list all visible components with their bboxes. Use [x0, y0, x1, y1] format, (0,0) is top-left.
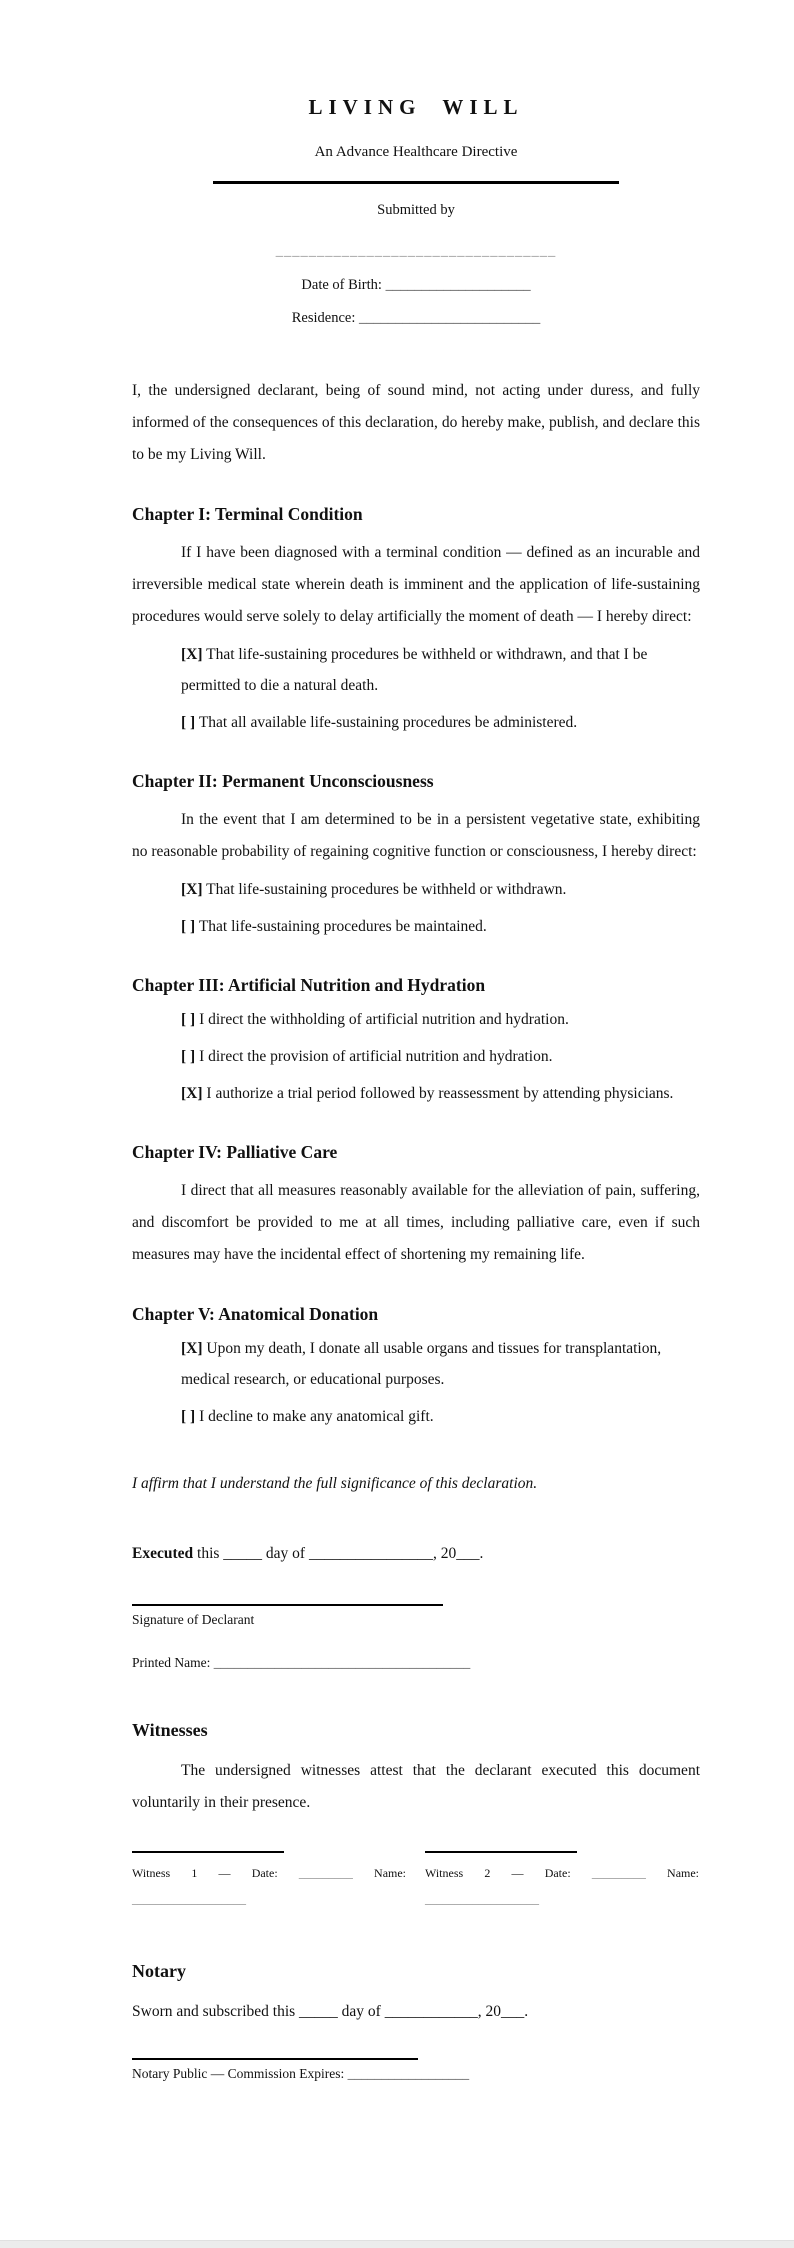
option-text: I authorize a trial period followed by reassessment by attending physicians.: [206, 1085, 674, 1102]
checkbox-unchecked[interactable]: [ ]: [181, 1048, 196, 1065]
chapter-section: [132, 1301, 700, 1432]
witness-2-block: [425, 1851, 699, 1912]
checkbox-unchecked[interactable]: [ ]: [181, 1408, 196, 1425]
intro-paragraph: I, the undersigned declarant, being of sound mind, not acting under duress, and fully informed of the consequences of this declaration, do hereby make, publish, and declare this to be my Living Will.: [132, 382, 700, 463]
witness-1-label-line: [132, 1860, 406, 1912]
witness-1-date-label: Date:: [251, 1866, 278, 1880]
notary-caption: [132, 2064, 700, 2084]
witness-1-name-label: Name:: [374, 1866, 407, 1880]
directive-option[interactable]: [181, 1004, 700, 1035]
residence-field: [132, 307, 700, 329]
option-text: I decline to make any anatomical gift.: [199, 1408, 434, 1425]
witnesses-heading: Witnesses: [132, 1720, 208, 1740]
witness-2-signature-line[interactable]: [425, 1851, 577, 1853]
option-text: I direct the withholding of artificial nutrition and hydration.: [199, 1011, 569, 1028]
witness-2-name-blank[interactable]: ___________________: [425, 1892, 539, 1906]
option-text: Upon my death, I donate all usable organs and tissues for transplantation, medical research, or educational purposes.: [181, 1340, 662, 1388]
directive-option[interactable]: [181, 639, 700, 701]
notary-sworn-line[interactable]: Sworn and subscribed this _____ day of ____________, 20___.: [132, 2003, 529, 2020]
chapter-paragraph: I direct that all measures reasonably available for the alleviation of pain, suffering, and discomfort be provided to me at all times, including palliative care, even if such measures may have the incidental effect of shortening my remaining life.: [132, 1182, 700, 1263]
witness-2-date-label: Date:: [544, 1866, 571, 1880]
witness-1-block: [132, 1851, 406, 1912]
witness-1-label: Witness 1: [132, 1866, 198, 1880]
option-list: [132, 1333, 700, 1432]
affirmation-statement: I affirm that I understand the full significance of this declaration.: [132, 1475, 538, 1492]
submitted-by-label: Submitted by: [377, 202, 455, 218]
checkbox-checked[interactable]: [X]: [181, 1340, 203, 1357]
checkbox-unchecked[interactable]: [ ]: [181, 714, 196, 731]
witness-2-label-line: [425, 1860, 699, 1912]
residence-label: Residence:: [291, 310, 356, 326]
option-list: [132, 874, 700, 942]
date-of-birth-blank[interactable]: ____________________: [385, 277, 531, 293]
chapter-heading: Chapter I: Terminal Condition: [132, 504, 363, 524]
title-divider-rule: [213, 181, 619, 184]
residence-blank[interactable]: _________________________: [359, 310, 541, 326]
checkbox-unchecked[interactable]: [ ]: [181, 918, 196, 935]
notary-heading: Notary: [132, 1961, 186, 1981]
declarant-signature-caption: Signature of Declarant: [132, 1612, 255, 1627]
printed-name-label: Printed Name:: [132, 1655, 211, 1670]
option-list: [132, 1004, 700, 1109]
directive-option[interactable]: [181, 911, 700, 942]
chapter-section: [132, 501, 700, 738]
date-of-birth-label: Date of Birth:: [301, 277, 382, 293]
chapters: [132, 501, 700, 1432]
executed-label: Executed: [132, 1545, 194, 1562]
option-list: [132, 639, 700, 738]
notary-commission-blank[interactable]: __________________: [347, 2066, 470, 2081]
witness-1-date-blank[interactable]: _________: [298, 1866, 353, 1880]
directive-option[interactable]: [181, 874, 700, 905]
witness-1-signature-line[interactable]: [132, 1851, 284, 1853]
chapter-section: [132, 972, 700, 1109]
executed-line: [132, 1538, 700, 1570]
option-text: That all available life-sustaining procedures be administered.: [198, 714, 578, 731]
checkbox-checked[interactable]: [X]: [181, 881, 203, 898]
directive-option[interactable]: [181, 1041, 700, 1072]
checkbox-checked[interactable]: [X]: [181, 1085, 203, 1102]
document-subtitle: An Advance Healthcare Directive: [314, 144, 518, 160]
directive-option[interactable]: [181, 1401, 700, 1432]
directive-option[interactable]: [181, 707, 700, 738]
directive-option[interactable]: [181, 1333, 700, 1395]
printed-name-blank[interactable]: ______________________________________: [213, 1655, 471, 1670]
witness-2-name-label: Name:: [667, 1866, 700, 1880]
notary-signature-line[interactable]: [132, 2058, 418, 2060]
chapter-heading: Chapter III: Artificial Nutrition and Hydration: [132, 975, 486, 995]
chapter-paragraph: In the event that I am determined to be in a persistent vegetative state, exhibiting no reasonable probability of regaining cognitive function or consciousness, I hereby direct:: [132, 811, 700, 860]
witness-2-date-blank[interactable]: _________: [591, 1866, 646, 1880]
chapter-paragraph: If I have been diagnosed with a terminal condition — defined as an incurable and irreversible medical state wherein death is imminent and the application of life-sustaining procedures would serve solely to delay artificially the moment of death — I hereby direct:: [132, 544, 700, 625]
witnesses-paragraph: The undersigned witnesses attest that the declarant executed this document voluntarily in their presence.: [132, 1762, 700, 1811]
witness-2-dash: —: [511, 1866, 524, 1880]
chapter-heading: Chapter II: Permanent Unconsciousness: [132, 771, 434, 791]
notary-caption-label: Notary Public — Commission Expires:: [132, 2066, 345, 2081]
witness-2-label: Witness 2: [425, 1866, 491, 1880]
option-text: That life-sustaining procedures be withheld or withdrawn.: [206, 881, 567, 898]
declarant-signature-line[interactable]: [132, 1604, 443, 1606]
document-header: [132, 94, 700, 329]
chapter-section: [132, 768, 700, 942]
directive-option[interactable]: [181, 1078, 700, 1109]
witness-1-dash: —: [218, 1866, 231, 1880]
chapter-heading: Chapter IV: Palliative Care: [132, 1142, 338, 1162]
witness-signature-row: [132, 1851, 700, 1912]
executed-blanks[interactable]: this _____ day of ________________, 20___.: [197, 1545, 484, 1562]
date-of-birth-field: [132, 274, 700, 296]
printed-name-field: [132, 1653, 700, 1673]
document-title: LIVING WILL: [308, 95, 524, 119]
chapter-heading: Chapter V: Anatomical Donation: [132, 1304, 379, 1324]
chapter-section: [132, 1139, 700, 1271]
checkbox-unchecked[interactable]: [ ]: [181, 1011, 196, 1028]
witness-1-name-blank[interactable]: ___________________: [132, 1892, 246, 1906]
option-text: I direct the provision of artificial nutrition and hydration.: [199, 1048, 553, 1065]
option-text: That life-sustaining procedures be withheld or withdrawn, and that I be permitted to die a natural death.: [181, 646, 648, 694]
page-end-strip: [0, 2240, 794, 2248]
checkbox-checked[interactable]: [X]: [181, 646, 203, 663]
option-text: That life-sustaining procedures be maintained.: [198, 918, 487, 935]
declarant-name-blank[interactable]: __________________________________: [275, 243, 557, 259]
